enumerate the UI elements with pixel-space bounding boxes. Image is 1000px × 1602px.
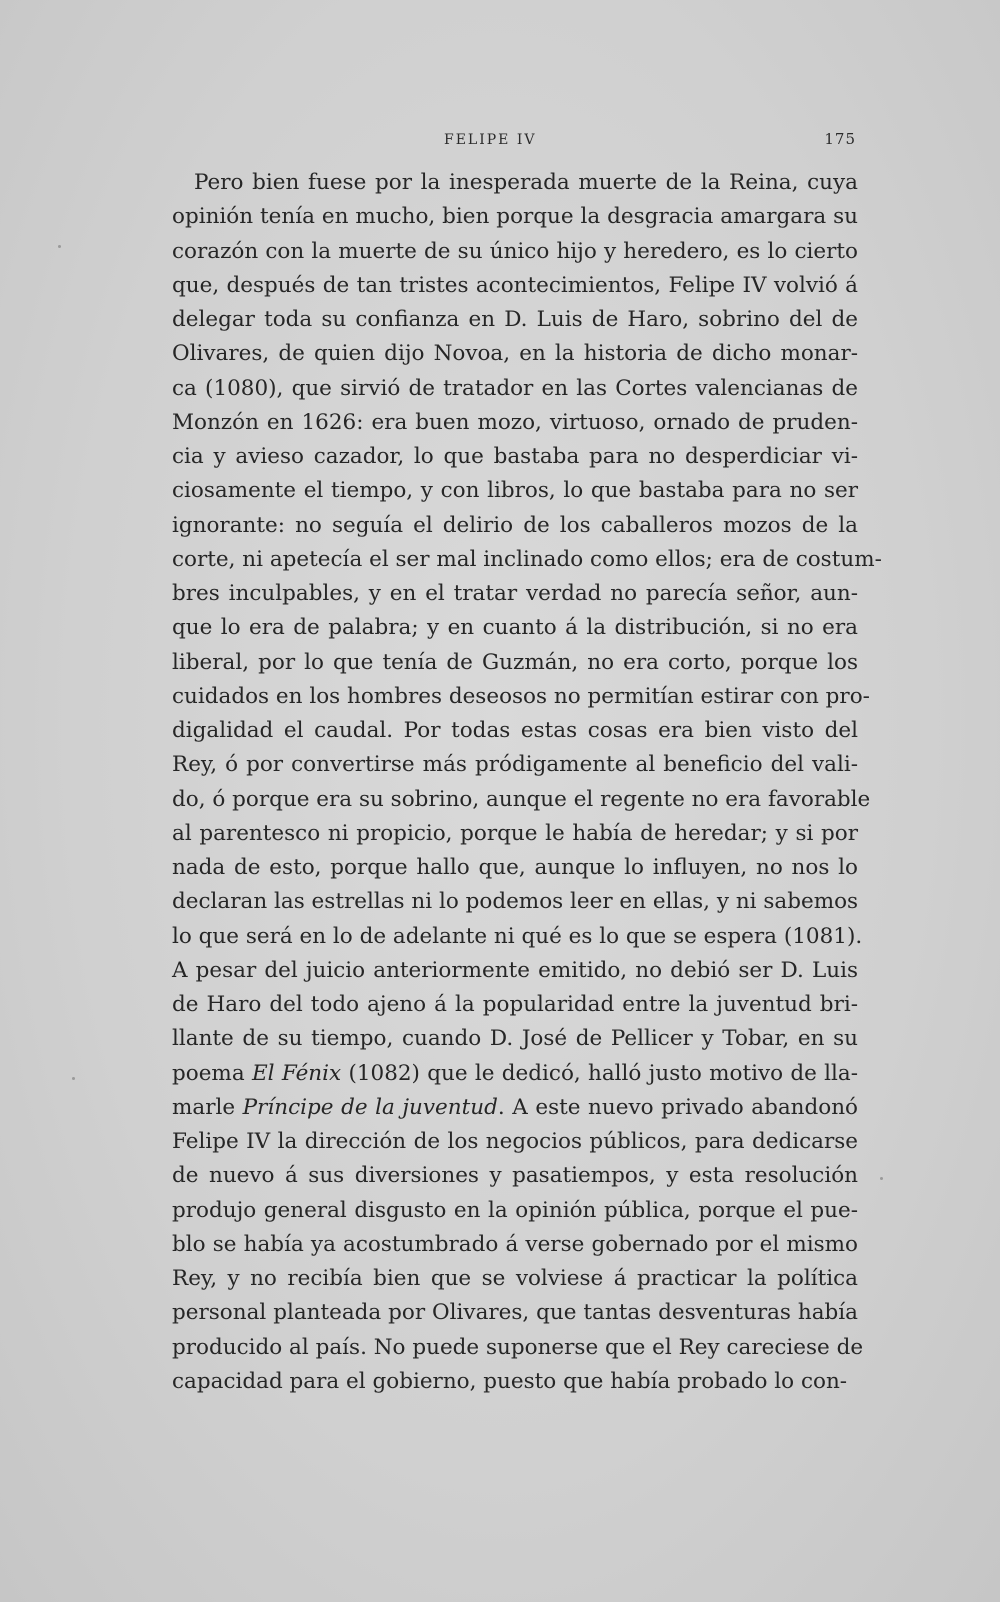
text-segment: . A este nuevo privado abandonó [497, 1094, 858, 1120]
text-line [172, 372, 858, 406]
text-segment: nada de esto, porque hallo que, aunque lo influyen, no nos lo [172, 855, 858, 880]
text-segment: digalidad el caudal. Por todas estas cosas era bien visto del [172, 718, 858, 743]
text-line [172, 577, 858, 611]
italic-title: El Fénix [251, 1060, 342, 1086]
text-line [172, 1125, 858, 1159]
text-line [172, 954, 858, 988]
text-line [172, 988, 858, 1022]
text-segment: corazón con la muerte de su único hijo y heredero, es lo cierto [172, 238, 858, 264]
text-line [172, 851, 858, 885]
text-segment: personal planteada por Olivares, que tantas desventuras había [172, 1300, 858, 1326]
text-line [172, 1365, 858, 1399]
text-line [172, 235, 858, 269]
text-segment: Olivares, de quien dijo Novoa, en la historia de dicho monar- [172, 341, 858, 367]
text-line [172, 920, 863, 954]
text-line [172, 1262, 858, 1296]
text-segment: cia y avieso cazador, lo que bastaba para no desperdiciar vi- [172, 444, 858, 469]
text-segment: Rey, y no recibía bien que se volviese á practicar la política [172, 1266, 858, 1291]
text-segment: llante de su tiempo, cuando D. José de Pellicer y Tobar, en su [172, 1026, 858, 1052]
text-line [172, 1159, 858, 1193]
text-segment: liberal, por lo que tenía de Guzmán, no era corto, porque los [172, 649, 858, 675]
text-segment: Felipe IV la dirección de los negocios públicos, para dedicarse [172, 1129, 858, 1154]
text-segment: blo se había ya acostumbrado á verse gobernado por el mismo [172, 1231, 858, 1257]
text-line [172, 166, 858, 200]
text-line [172, 406, 858, 440]
text-line [172, 1057, 858, 1091]
text-line [172, 269, 858, 303]
text-segment: (1082) que le dedicó, halló justo motivo de lla- [341, 1060, 858, 1086]
text-segment: do, ó porque era su sobrino, aunque el regente no era favorable [172, 786, 871, 812]
text-line [172, 783, 871, 817]
text-line [172, 817, 858, 851]
text-segment: corte, ni apetecía el ser mal inclinado como ellos; era de costum- [172, 546, 882, 572]
italic-title: Príncipe de la juventud [242, 1094, 498, 1120]
text-segment: cuidados en los hombres deseosos no permitían estirar con pro- [172, 683, 870, 709]
text-line [172, 509, 858, 543]
text-line [172, 680, 870, 714]
text-line [172, 543, 882, 577]
text-segment: producido al país. No puede suponerse que el Rey careciese de [172, 1334, 864, 1360]
text-line [172, 714, 858, 748]
text-segment: A pesar del juicio anteriormente emitido, no debió ser D. Luis [172, 957, 858, 983]
text-segment: lo que será en lo de adelante ni qué es lo que se espera (1081). [172, 923, 863, 949]
text-segment: que, después de tan tristes acontecimientos, Felipe IV volvió á [172, 272, 858, 298]
text-segment: al parentesco ni propicio, porque le había de heredar; y si por [172, 820, 858, 846]
text-line [172, 748, 858, 782]
text-segment: declaran las estrellas ni lo podemos leer en ellas, y ni sabemos [172, 889, 859, 915]
text-segment: ignorante: no seguía el delirio de los caballeros mozos de la [172, 512, 858, 538]
text-segment: produjo general disgusto en la opinión pública, porque el pue- [172, 1197, 858, 1223]
text-segment: de nuevo á sus diversiones y pasatiempos, y esta resolución [172, 1163, 858, 1189]
text-segment: capacidad para el gobierno, puesto que había probado lo con- [172, 1368, 848, 1394]
text-line [172, 1194, 858, 1228]
text-segment: bres inculpables, y en el tratar verdad no parecía señor, aun- [172, 581, 858, 606]
page-number: 175 [824, 130, 856, 148]
running-title: FELIPE IV [444, 132, 537, 148]
text-line [172, 1331, 864, 1365]
text-segment: Rey, ó por convertirse más pródigamente al beneficio del vali- [172, 752, 858, 778]
text-line [172, 337, 858, 371]
body-paragraph [172, 166, 882, 1399]
paper-speck [58, 245, 61, 248]
text-line [172, 1296, 858, 1330]
text-line [172, 200, 858, 234]
text-line [172, 474, 858, 508]
text-segment: ca (1080), que sirvió de tratador en las Cortes valencianas de [172, 375, 858, 401]
text-segment: que lo era de palabra; y en cuanto á la distribución, si no era [172, 615, 858, 641]
text-line [172, 646, 858, 680]
running-head [172, 128, 856, 154]
text-line [172, 1022, 858, 1056]
text-line [172, 1228, 858, 1262]
text-segment: delegar toda su confianza en D. Luis de Haro, sobrino del de [172, 307, 858, 332]
text-segment: Monzón en 1626: era buen mozo, virtuoso, ornado de pruden- [172, 409, 858, 435]
text-segment: marle [172, 1094, 243, 1120]
text-segment: de Haro del todo ajeno á la popularidad entre la juventud bri- [172, 992, 858, 1017]
paper-speck [72, 1077, 75, 1080]
text-line [172, 611, 858, 645]
paper-speck [880, 1177, 883, 1180]
text-line [172, 1091, 858, 1125]
text-line [172, 885, 858, 919]
text-segment: opinión tenía en mucho, bien porque la desgracia amargara su [172, 204, 858, 230]
text-line [172, 303, 858, 337]
text-line [172, 440, 858, 474]
text-segment: ciosamente el tiempo, y con libros, lo que bastaba para no ser [172, 478, 858, 504]
text-segment: Pero bien fuese por la inesperada muerte de la Reina, cuya [194, 170, 858, 195]
text-segment: poema [172, 1060, 252, 1086]
